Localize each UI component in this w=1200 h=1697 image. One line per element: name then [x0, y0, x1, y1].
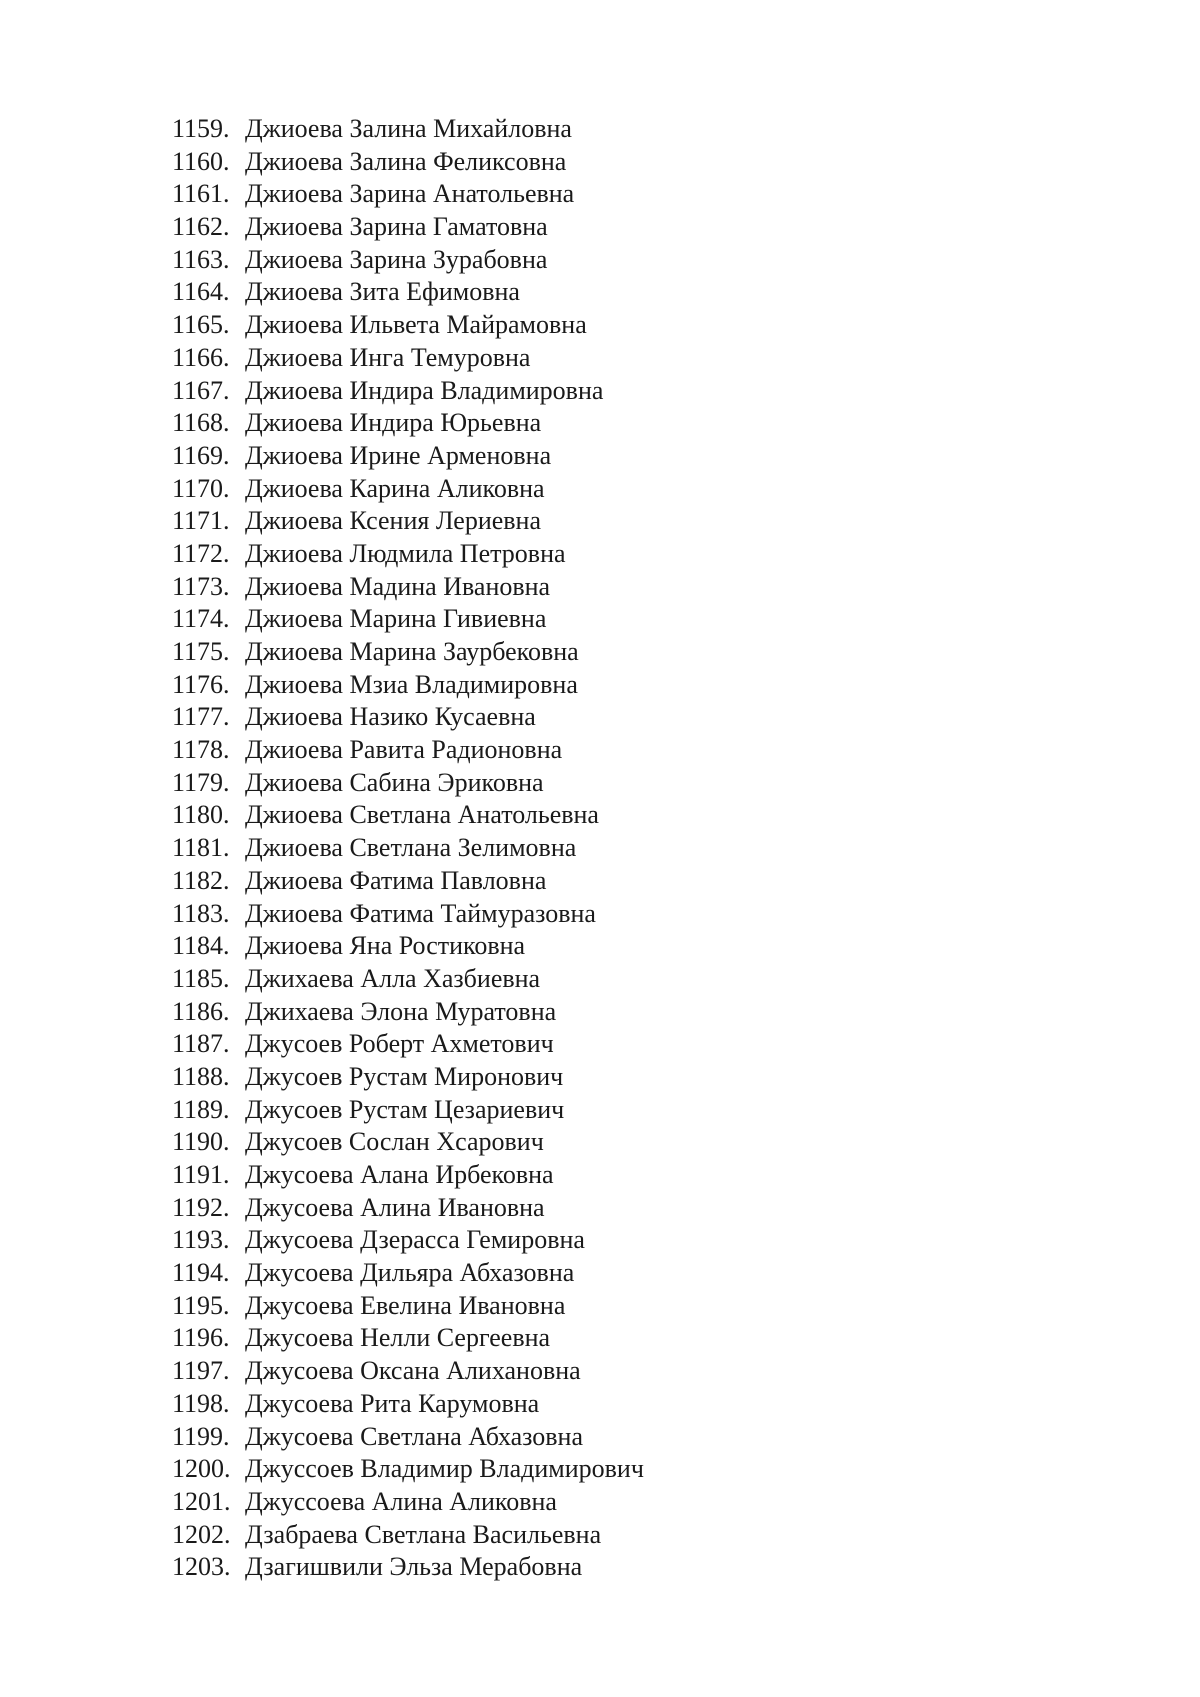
list-item	[172, 538, 644, 571]
list-item	[172, 1551, 644, 1584]
list-item-name: Джиоева Залина Феликсовна	[245, 146, 567, 176]
list-item-number: 1187.	[172, 1029, 230, 1059]
list-item	[172, 734, 644, 767]
list-item	[172, 473, 644, 506]
list-item	[172, 1290, 644, 1323]
list-item-number: 1164.	[172, 277, 230, 307]
list-item-number: 1199.	[172, 1421, 230, 1451]
list-item-name: Джиоева Зарина Зурабовна	[245, 244, 548, 274]
list-item	[172, 1421, 644, 1454]
list-item-name: Дзабраева Светлана Васильевна	[245, 1519, 602, 1549]
list-item-name: Джусоева Нелли Сергеевна	[245, 1323, 551, 1353]
list-item	[172, 505, 644, 538]
list-item-number: 1171.	[172, 506, 230, 536]
list-item-name: Джиоева Мадина Ивановна	[245, 571, 551, 601]
list-item	[172, 211, 644, 244]
list-item-name: Джиоева Людмила Петровна	[245, 538, 566, 568]
list-item-name: Джусоева Евелина Ивановна	[245, 1290, 566, 1320]
list-item-number: 1175.	[172, 637, 230, 666]
list-item	[172, 636, 644, 669]
list-item-number: 1193.	[172, 1225, 230, 1255]
list-item-name: Джусоева Алана Ирбековна	[245, 1160, 554, 1189]
list-item	[172, 603, 644, 636]
list-item-name: Джиоева Светлана Анатольевна	[245, 800, 599, 830]
list-item-name: Джиоева Зита Ефимовна	[245, 277, 520, 307]
list-item	[172, 832, 644, 865]
list-item-name: Джуссоева Алина Аликовна	[245, 1486, 557, 1516]
list-item	[172, 799, 644, 832]
list-item	[172, 407, 644, 440]
list-item-number: 1203.	[172, 1552, 231, 1582]
list-item-name: Джиоева Ильвета Майрамовна	[245, 310, 587, 340]
list-item-number: 1168.	[172, 408, 230, 438]
list-item	[172, 1388, 644, 1421]
list-item	[172, 1192, 644, 1225]
list-item-name: Джусоева Алина Ивановна	[245, 1192, 545, 1222]
list-item	[172, 1159, 644, 1192]
list-item-number: 1178.	[172, 735, 230, 765]
list-item-name: Джусоева Светлана Абхазовна	[245, 1421, 583, 1451]
list-item	[172, 1519, 644, 1552]
list-item	[172, 375, 644, 408]
list-item	[172, 244, 644, 277]
list-item	[172, 996, 644, 1029]
list-item-number: 1195.	[172, 1290, 230, 1320]
list-item-name: Джиоева Залина Михайловна	[245, 114, 572, 143]
list-item-number: 1190.	[172, 1127, 230, 1157]
list-item-number: 1166.	[172, 342, 230, 372]
list-item-number: 1184.	[172, 931, 230, 961]
list-item-number: 1173.	[172, 571, 230, 601]
list-item	[172, 963, 644, 996]
name-list	[172, 113, 644, 1584]
list-item-name: Джусоева Дзерасса Гемировна	[245, 1225, 585, 1255]
list-item-name: Джиоева Инга Темуровна	[245, 342, 531, 372]
list-item	[172, 767, 644, 800]
list-item-name: Джусоев Рустам Цезариевич	[245, 1094, 565, 1124]
list-item-number: 1176.	[172, 669, 230, 699]
list-item	[172, 342, 644, 375]
list-item-number: 1182.	[172, 865, 230, 895]
list-item	[172, 571, 644, 604]
list-item	[172, 1061, 644, 1094]
list-item	[172, 1355, 644, 1388]
list-item-number: 1189.	[172, 1094, 230, 1124]
list-item-name: Джихаева Элона Муратовна	[245, 996, 557, 1026]
list-item	[172, 1028, 644, 1061]
list-item-number: 1191.	[172, 1160, 230, 1189]
list-item-number: 1188.	[172, 1061, 230, 1091]
list-item-name: Джиоева Сабина Эриковна	[245, 767, 544, 797]
list-item-name: Джиоева Ирине Арменовна	[245, 440, 552, 470]
list-item-name: Джусоев Сослан Хсарович	[245, 1127, 544, 1157]
list-item-name: Джиоева Светлана Зелимовна	[245, 833, 577, 863]
list-item	[172, 276, 644, 309]
list-item-name: Дзагишвили Эльза Мерабовна	[245, 1552, 583, 1582]
list-item-name: Джиоева Равита Радионовна	[245, 735, 563, 765]
list-item	[172, 865, 644, 898]
list-item-name: Джусоева Рита Карумовна	[245, 1388, 540, 1418]
list-item-name: Джусоев Роберт Ахметович	[245, 1029, 554, 1059]
list-item	[172, 146, 644, 179]
list-item-name: Джусоев Рустам Миронович	[245, 1061, 564, 1091]
list-item-number: 1197.	[172, 1356, 230, 1386]
list-item	[172, 701, 644, 734]
list-item-name: Джиоева Фатима Павловна	[245, 865, 547, 895]
list-item-number: 1198.	[172, 1388, 230, 1418]
list-item-number: 1163.	[172, 244, 230, 274]
list-item-name: Джиоева Зарина Гаматовна	[245, 212, 548, 242]
list-item-number: 1159.	[172, 114, 230, 143]
list-item-number: 1169.	[172, 440, 230, 470]
list-item-number: 1160.	[172, 146, 230, 176]
list-item-number: 1196.	[172, 1323, 230, 1353]
list-item	[172, 1322, 644, 1355]
list-item	[172, 1126, 644, 1159]
list-item	[172, 1486, 644, 1519]
list-item-number: 1174.	[172, 604, 230, 634]
list-item-number: 1172.	[172, 538, 230, 568]
list-item-number: 1181.	[172, 833, 230, 863]
list-item-number: 1194.	[172, 1258, 230, 1288]
list-item-name: Джиоева Фатима Таймуразовна	[245, 898, 596, 928]
list-item-name: Джиоева Индира Владимировна	[245, 375, 604, 405]
list-item-name: Джиоева Марина Заурбековна	[245, 637, 579, 666]
list-item	[172, 440, 644, 473]
list-item	[172, 113, 644, 146]
list-item-number: 1162.	[172, 212, 230, 242]
list-item-name: Джихаева Алла Хазбиевна	[245, 963, 541, 993]
list-item-number: 1192.	[172, 1192, 230, 1222]
list-item	[172, 1224, 644, 1257]
list-item-number: 1200.	[172, 1454, 231, 1484]
list-item-name: Джусоева Оксана Алихановна	[245, 1356, 581, 1386]
list-item-number: 1180.	[172, 800, 230, 830]
list-item	[172, 1257, 644, 1290]
list-item-name: Джиоева Зарина Анатольевна	[245, 179, 575, 209]
list-item-name: Джусоева Дильяра Абхазовна	[245, 1258, 575, 1288]
list-item	[172, 1094, 644, 1127]
list-item-number: 1161.	[172, 179, 230, 209]
list-item-number: 1177.	[172, 702, 230, 732]
list-item-name: Джиоева Ксения Лериевна	[245, 506, 542, 536]
list-item-name: Джуссоев Владимир Владимирович	[245, 1454, 644, 1484]
list-item-name: Джиоева Назико Кусаевна	[245, 702, 536, 732]
list-item-number: 1202.	[172, 1519, 231, 1549]
list-item	[172, 1453, 644, 1486]
list-item-number: 1170.	[172, 473, 230, 503]
list-item-number: 1165.	[172, 310, 230, 340]
list-item-number: 1186.	[172, 996, 230, 1026]
list-item-number: 1185.	[172, 963, 230, 993]
list-item	[172, 669, 644, 702]
list-item-name: Джиоева Карина Аликовна	[245, 473, 545, 503]
list-item	[172, 898, 644, 931]
list-item-number: 1201.	[172, 1486, 231, 1516]
list-item-name: Джиоева Мзиа Владимировна	[245, 669, 578, 699]
list-item-name: Джиоева Марина Гивиевна	[245, 604, 547, 634]
list-item-number: 1167.	[172, 375, 230, 405]
list-item	[172, 178, 644, 211]
list-item-name: Джиоева Индира Юрьевна	[245, 408, 542, 438]
list-item-number: 1179.	[172, 767, 230, 797]
list-item-name: Джиоева Яна Ростиковна	[245, 931, 526, 961]
list-item-number: 1183.	[172, 898, 230, 928]
list-item	[172, 309, 644, 342]
list-item	[172, 930, 644, 963]
